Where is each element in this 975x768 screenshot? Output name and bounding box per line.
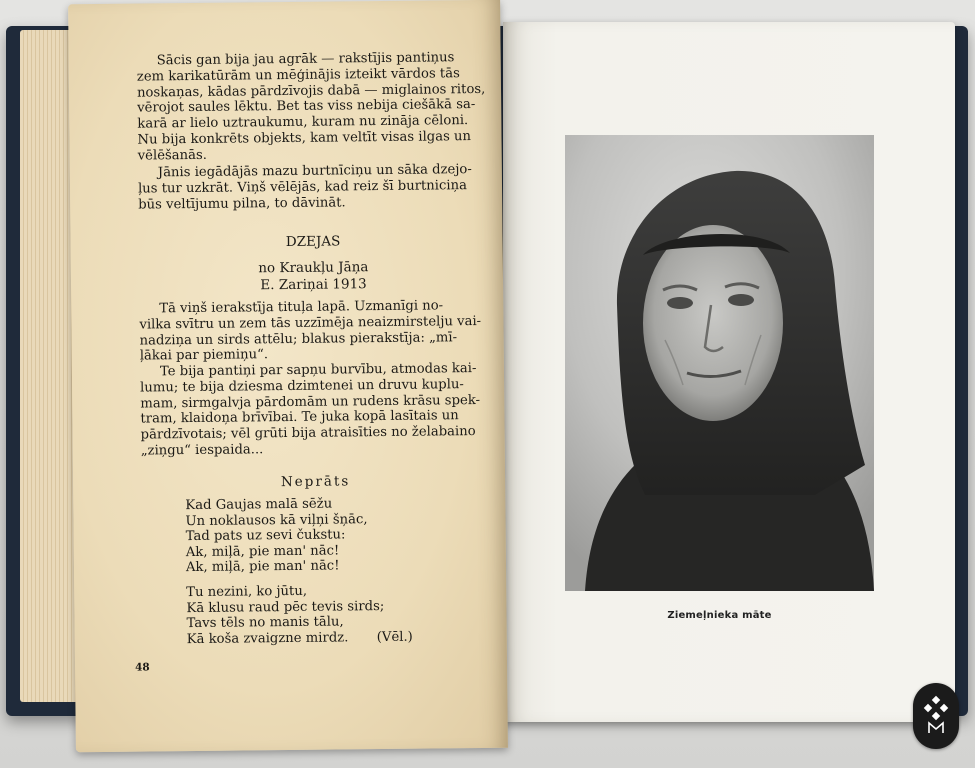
poem-line: Tavs tēls no manis tālu, — [186, 614, 344, 632]
poem-line: Kā koša zvaigzne mirdz. — [186, 630, 349, 647]
paragraph-3-line: nadziņa un sirds attēlu; blakus pierakstīja: „mī- — [139, 329, 458, 349]
paragraph-2-line: ļus tur uzkrāt. Viņš vēlējās, kad reiz šī burtniciņa — [137, 177, 468, 197]
section-heading: DZEJAS — [285, 233, 341, 251]
photo-caption: Ziemeļnieka māte — [667, 610, 772, 621]
paragraph-1-line: vērojot saules lēktu. Bet tas viss nebija ciešākā sa- — [137, 97, 476, 116]
poem-line: Tu nezini, ko jūtu, — [186, 583, 308, 601]
paragraph-3-line: vilka svītru un zem tās uzzīmēja neaizmirstelju vai- — [139, 313, 482, 333]
ornament-icon — [913, 683, 959, 749]
paragraph-3-line: Tā viņš ierakstīja tituļa lapā. Uzmanīgi no- — [159, 298, 444, 317]
paragraph-1-line: zem karikatūrām un mēģinājis izteikt vārdos tās — [136, 65, 460, 85]
paragraph-4-line: lumu; te bija dziesma dzimtenei un druvu kuplu- — [140, 376, 464, 396]
paragraph-1-line: karā ar lielo uztraukumu, kuram nu zināja cēloni. — [137, 113, 469, 132]
poem-title: Neprāts — [280, 473, 351, 491]
paragraph-1-line: Nu bija konkrēts objekts, kam veltīt visas ilgas un — [137, 129, 472, 148]
paragraph-2-line: Jānis iegādājās mazu burtnīciņu un sāka dzejo- — [157, 162, 472, 181]
paragraph-2-line: būs veltījumu pilna, to dāvināt. — [138, 194, 346, 213]
poem-stanza-1 — [185, 496, 368, 576]
paragraph-4-line: pārdzīvotais; vēl grūti bija atraisīties no želabaino — [140, 424, 476, 443]
section-subheading-dedication: E. Zariņai 1913 — [260, 276, 367, 294]
poem-line: Kā klusu raud pēc tevis sirds; — [186, 598, 385, 616]
poem-line: Ak, miļā, pie man' nāc! — [185, 543, 340, 560]
page-number: 48 — [134, 661, 150, 674]
paragraph-3-line: ļākai par piemiņu“. — [139, 347, 269, 364]
paragraph-1 — [136, 50, 486, 164]
paragraph-4-line: tram, klaidoņa brīvībai. Te juka kopā lasītais un — [140, 408, 459, 427]
paragraph-4 — [140, 361, 486, 459]
paragraph-4-line: Te bija pantiņi par sapņu burvību, atmodas kai- — [159, 361, 477, 380]
poem-line: Tad pats uz sevi čukstu: — [185, 527, 346, 545]
left-page — [68, 0, 508, 752]
paragraph-1-line: noskaņas, kādas pārdzīvojis dabā — miglainos ritos, — [136, 81, 486, 101]
section-subheading-author: no Kraukļu Jāņa — [258, 259, 369, 277]
paragraph-3 — [139, 298, 485, 365]
portrait-illustration — [565, 135, 874, 591]
portrait-photo — [565, 135, 874, 591]
paragraph-2 — [138, 162, 483, 213]
paragraph-4-line: mam, sirmgalvja pārdomām un rudens krāsu spek- — [140, 392, 481, 412]
poem-line: Kad Gaujas malā sēžu — [185, 496, 333, 514]
poem-line: Ak, miļā, pie man' nāc! — [185, 558, 340, 576]
poem-signature: (Vēl.) — [376, 629, 413, 646]
paragraph-4-line: „ziņgu“ iespaida... — [140, 442, 264, 459]
paragraph-1-line: Sācis gan bija jau agrāk — rakstījis pantiņus — [156, 50, 455, 69]
poem-stanza-2 — [186, 583, 385, 647]
right-page — [503, 22, 955, 722]
poem-line: Un noklausos kā viļņi šņāc, — [185, 511, 368, 529]
watermark-logo — [913, 683, 959, 749]
paragraph-1-line: vēlēšanās. — [137, 147, 207, 164]
